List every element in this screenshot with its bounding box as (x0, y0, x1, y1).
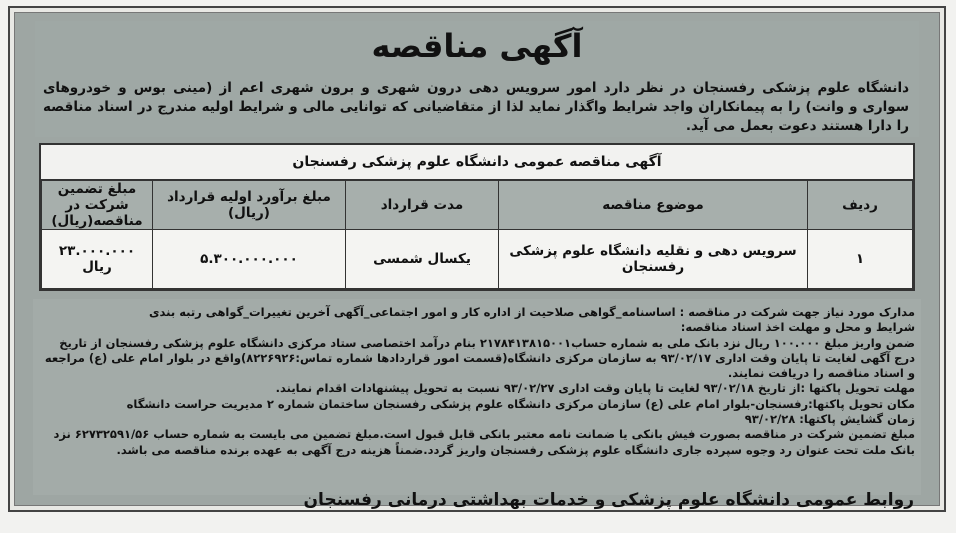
table-row (42, 230, 913, 289)
cell-estimate: ۵.۳۰۰.۰۰۰.۰۰۰ (153, 230, 346, 289)
detail-payment: ضمن واریز مبلغ ۱۰۰.۰۰۰ ریال نزد بانک ملی به شماره حساب۲۱۷۸۴۱۳۸۱۵۰۰۱ بنام درآمد اختصاصی ستاد مرکزی دانشگاه علوم پزشکی رفسنجان از تاریخ درج آگهی لغایت تا پایان وقت اداری ۹۳/۰۲/۱۷ به سازمان مرکزی دانشگاه(قسمت امور قراردادها شماره تماس:۸۲۲۶۹۲۶)واقع در بلوار امام علی (ع) مراجعه و اسناد مناقصه را دریافت نمایند. (44, 335, 915, 381)
intro-paragraph: دانشگاه علوم پزشکی رفسنجان در نظر دارد امور سرویس دهی درون شهری و برون شهری اعم از (مینی بوس و خودروهای سواری و وانت) را به پیمانکاران واجد شرایط واگذار نماید لذا از متقاضیانی که توانایی مالی و شرایط اولیه مندرج در اسناد مناقصه را دارا هستند دعوت بعمل می آید. (43, 80, 909, 134)
ad-inner-border (14, 12, 940, 506)
header-row-number: ردیف (808, 181, 913, 230)
detail-delivery-place: مکان تحویل پاکتها:رفسنجان-بلوار امام علی (ع) سازمان مرکزی دانشگاه علوم پزشکی رفسنجان ساختمان شماره ۲ مدیریت حراست دانشگاه (126, 396, 915, 411)
detail-deadline: مهلت تحویل پاکتها :از تاریخ ۹۳/۰۲/۱۸ لغایت تا پایان وقت اداری ۹۳/۰۲/۲۷ نسبت به تحویل پیشنهادات اقدام نمایند. (275, 381, 915, 396)
detail-conditions-heading: شرایط و محل و مهلت اخذ اسناد مناقصه: (680, 320, 915, 335)
header-guarantee: مبلغ تضمین شرکت در مناقصه(ریال) (42, 181, 153, 230)
table-title: آگهی مناقصه عمومی دانشگاه علوم پزشکی رفسنجان (41, 145, 913, 180)
header-duration: مدت قرارداد (346, 181, 499, 230)
cell-duration: یکسال شمسی (346, 230, 499, 289)
header-estimate: مبلغ برآورد اولیه قرارداد (ریال) (153, 181, 346, 230)
ad-title: آگهی مناقصه (371, 27, 583, 65)
tender-table-box (39, 143, 915, 291)
ad-frame (8, 6, 946, 512)
table-header-row (42, 181, 913, 230)
details-section (33, 299, 921, 495)
footer-signature: روابط عمومی دانشگاه علوم پزشکی و خدمات بهداشتی درمانی رفسنجان (303, 490, 914, 510)
tender-table (41, 180, 913, 289)
cell-guarantee: ۲۳.۰۰۰.۰۰۰ ریال (42, 230, 153, 289)
header-subject: موضوع مناقصه (499, 181, 808, 230)
details-text (43, 305, 915, 458)
detail-documents: مدارک مورد نیاز جهت شرکت در مناقصه : اساسنامه_گواهی صلاحیت از اداره کار و امور اجتماعی_آگهی آخرین تغییرات_گواهی رتبه بندی (149, 305, 915, 319)
detail-opening-time: زمان گشایش پاکتها: ۹۳/۰۲/۲۸ (744, 412, 915, 427)
cell-row-number: ۱ (808, 230, 913, 289)
cell-subject: سرویس دهی و نقلیه دانشگاه علوم پزشکی رفسنجان (499, 230, 808, 289)
detail-guarantee: مبلغ تضمین شرکت در مناقصه بصورت فیش بانکی یا ضمانت نامه معتبر بانکی قابل قبول است.مبلغ تضمین می بایست به شماره حساب ۶۲۷۳۲۵۹۱/۵۶ نزد بانک ملت تحت عنوان رد وجوه سپرده جاری دانشگاه علوم پزشکی رفسنجان واریز گردد.ضمناً هزینه درج آگهی به عهده برنده مناقصه می باشد. (53, 427, 915, 457)
header-section (35, 21, 919, 137)
